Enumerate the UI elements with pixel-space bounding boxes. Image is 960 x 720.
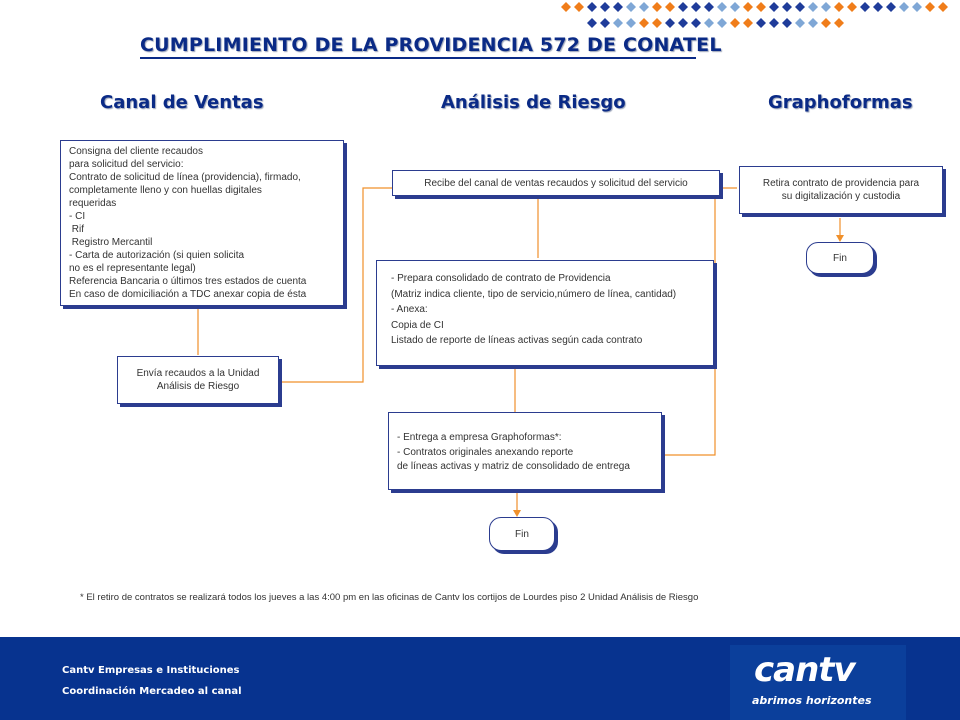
prepara-line: Listado de reporte de líneas activas según cada contrato — [391, 335, 643, 346]
recibe-text: Recibe del canal de ventas recaudos y solicitud del servicio — [424, 177, 688, 189]
consigna-recaudos-box — [60, 140, 344, 306]
entrega-graphoformas-box — [388, 412, 662, 490]
prepara-line: - Anexa: — [391, 304, 428, 315]
column-header-canal: Canal de Ventas — [100, 92, 264, 113]
envia-line: Análisis de Riesgo — [156, 381, 240, 392]
column-header-analisis: Análisis de Riesgo — [441, 92, 626, 113]
arrowhead-fin-grapho — [836, 235, 844, 242]
consigna-line: Contrato de solicitud de línea (providencia), firmado, — [69, 172, 301, 183]
prepara-line: Copia de CI — [391, 319, 444, 331]
arrowhead-fin-analisis — [513, 510, 521, 517]
logo-tagline: abrimos horizontes — [752, 694, 872, 707]
entrega-line: de líneas activas y matriz de consolidado de entrega — [397, 461, 630, 472]
retira-contrato-box — [739, 166, 943, 214]
consigna-line: Consigna del cliente recaudos — [69, 146, 203, 157]
recibe-canal-box — [392, 170, 720, 196]
entrega-line: - Contratos originales anexando reporte — [397, 446, 574, 458]
column-header-graphoformas: Graphoformas — [768, 92, 913, 113]
footnote: * El retiro de contratos se realizará todos los jueves a las 4:00 pm en las oficinas de Cantv los cortijos de Lourdes piso 2 Unidad Análisis de Riesgo — [80, 592, 699, 603]
fin-label: Fin — [515, 528, 529, 540]
consigna-line: para solicitud del servicio: — [69, 159, 184, 170]
envia-recaudos-box — [117, 356, 279, 404]
consigna-line: En caso de domiciliación a TDC anexar copia de ésta — [69, 289, 307, 300]
fin-analisis-terminal — [489, 517, 555, 551]
consigna-line: requeridas — [69, 198, 117, 209]
consigna-line: Rif — [69, 224, 84, 235]
page-title: CUMPLIMIENTO DE LA PROVIDENCIA 572 DE CONATEL — [140, 34, 722, 56]
prepara-line: - Prepara consolidado de contrato de Providencia — [391, 273, 611, 284]
envia-line: Envía recaudos a la Unidad — [136, 368, 260, 379]
prepara-consolidado-box — [376, 260, 714, 366]
prepara-line: (Matriz indica cliente, tipo de servicio,número de línea, cantidad) — [391, 288, 677, 300]
consigna-line: no es el representante legal) — [69, 263, 196, 274]
footer-company: Cantv Empresas e Instituciones — [62, 665, 240, 676]
fin-label: Fin — [833, 252, 847, 264]
consigna-line: Referencia Bancaria o últimos tres estados de cuenta — [69, 276, 307, 287]
consigna-line: completamente lleno y con huellas digitales — [69, 185, 262, 196]
cantv-logo: cantv — [754, 650, 855, 690]
consigna-line: - CI — [69, 211, 86, 222]
consigna-line: Registro Mercantil — [69, 237, 153, 248]
entrega-line: - Entrega a empresa Graphoformas*: — [397, 432, 562, 443]
retira-line: su digitalización y custodia — [781, 191, 901, 202]
consigna-line: - Carta de autorización (si quien solicita — [69, 250, 245, 261]
fin-graphoformas-terminal — [806, 242, 874, 274]
footer-department: Coordinación Mercadeo al canal — [62, 686, 242, 697]
retira-line: Retira contrato de providencia para — [762, 178, 920, 189]
